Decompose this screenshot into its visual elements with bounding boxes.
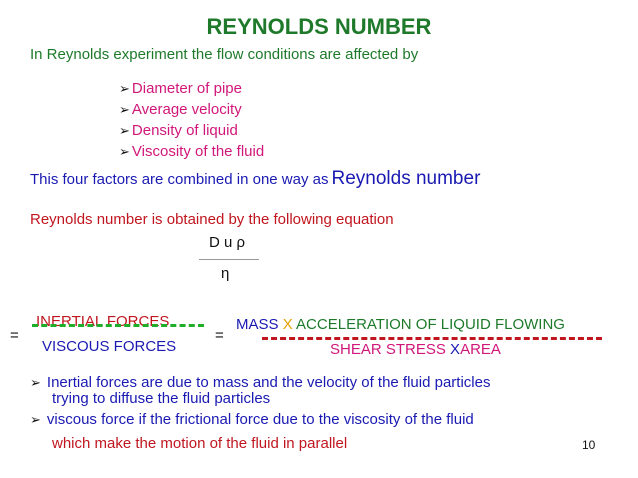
times-symbol: X xyxy=(450,341,461,358)
shear-stress-label: SHEAR STRESS xyxy=(330,341,446,358)
fraction-divider-green xyxy=(32,324,204,327)
area-label: AREA xyxy=(460,341,501,358)
page-number: 10 xyxy=(582,438,596,452)
times-symbol: X xyxy=(282,316,293,333)
bullet-text: viscous force if the frictional force due to the viscosity of the fluid xyxy=(46,411,474,428)
factor-item xyxy=(119,122,238,139)
combined-text: This four factors are combined in one way as xyxy=(30,171,329,188)
bullet-text: Inertial forces are due to mass and the velocity of the fluid particles xyxy=(46,374,491,391)
factor-label: Viscosity of the fluid xyxy=(131,143,265,160)
intro-text: In Reynolds experiment the flow conditions are affected by xyxy=(30,46,419,63)
numerator-expression xyxy=(236,316,565,333)
factor-label: Diameter of pipe xyxy=(131,80,242,97)
factor-label: Density of liquid xyxy=(131,122,238,139)
factor-label: Average velocity xyxy=(131,101,242,118)
equation-intro: Reynolds number is obtained by the following equation xyxy=(30,211,394,228)
bullet-text-continued: which make the motion of the fluid in parallel xyxy=(52,435,348,452)
arrow-bullet-icon: ➢ xyxy=(119,123,130,138)
fraction-denominator: η xyxy=(221,265,230,282)
inertial-forces-label: INERTIAL FORCES xyxy=(36,313,170,330)
fraction-line xyxy=(199,259,259,260)
arrow-bullet-icon: ➢ xyxy=(30,412,41,427)
bullet-item xyxy=(30,374,490,391)
viscous-forces-label: VISCOUS FORCES xyxy=(42,338,177,355)
slide-title: REYNOLDS NUMBER xyxy=(206,14,432,39)
mass-label: MASS xyxy=(236,316,279,333)
equals-sign: = xyxy=(215,327,224,344)
fraction-numerator: D u ρ xyxy=(209,234,246,251)
bullet-item xyxy=(30,411,474,428)
equals-sign: = xyxy=(10,327,19,344)
reynolds-number-term: Reynolds number xyxy=(331,168,481,189)
fraction-divider-red xyxy=(262,337,602,340)
arrow-bullet-icon: ➢ xyxy=(30,375,41,390)
arrow-bullet-icon: ➢ xyxy=(119,102,130,117)
denominator-expression xyxy=(330,341,501,358)
bullet-text-continued: trying to diffuse the fluid particles xyxy=(52,390,271,407)
arrow-bullet-icon: ➢ xyxy=(119,81,130,96)
acceleration-label: ACCELERATION OF LIQUID FLOWING xyxy=(296,316,565,333)
arrow-bullet-icon: ➢ xyxy=(119,144,130,159)
factor-item xyxy=(119,80,242,97)
combined-statement xyxy=(30,168,480,190)
factor-item xyxy=(119,101,242,118)
factor-item xyxy=(119,143,264,160)
